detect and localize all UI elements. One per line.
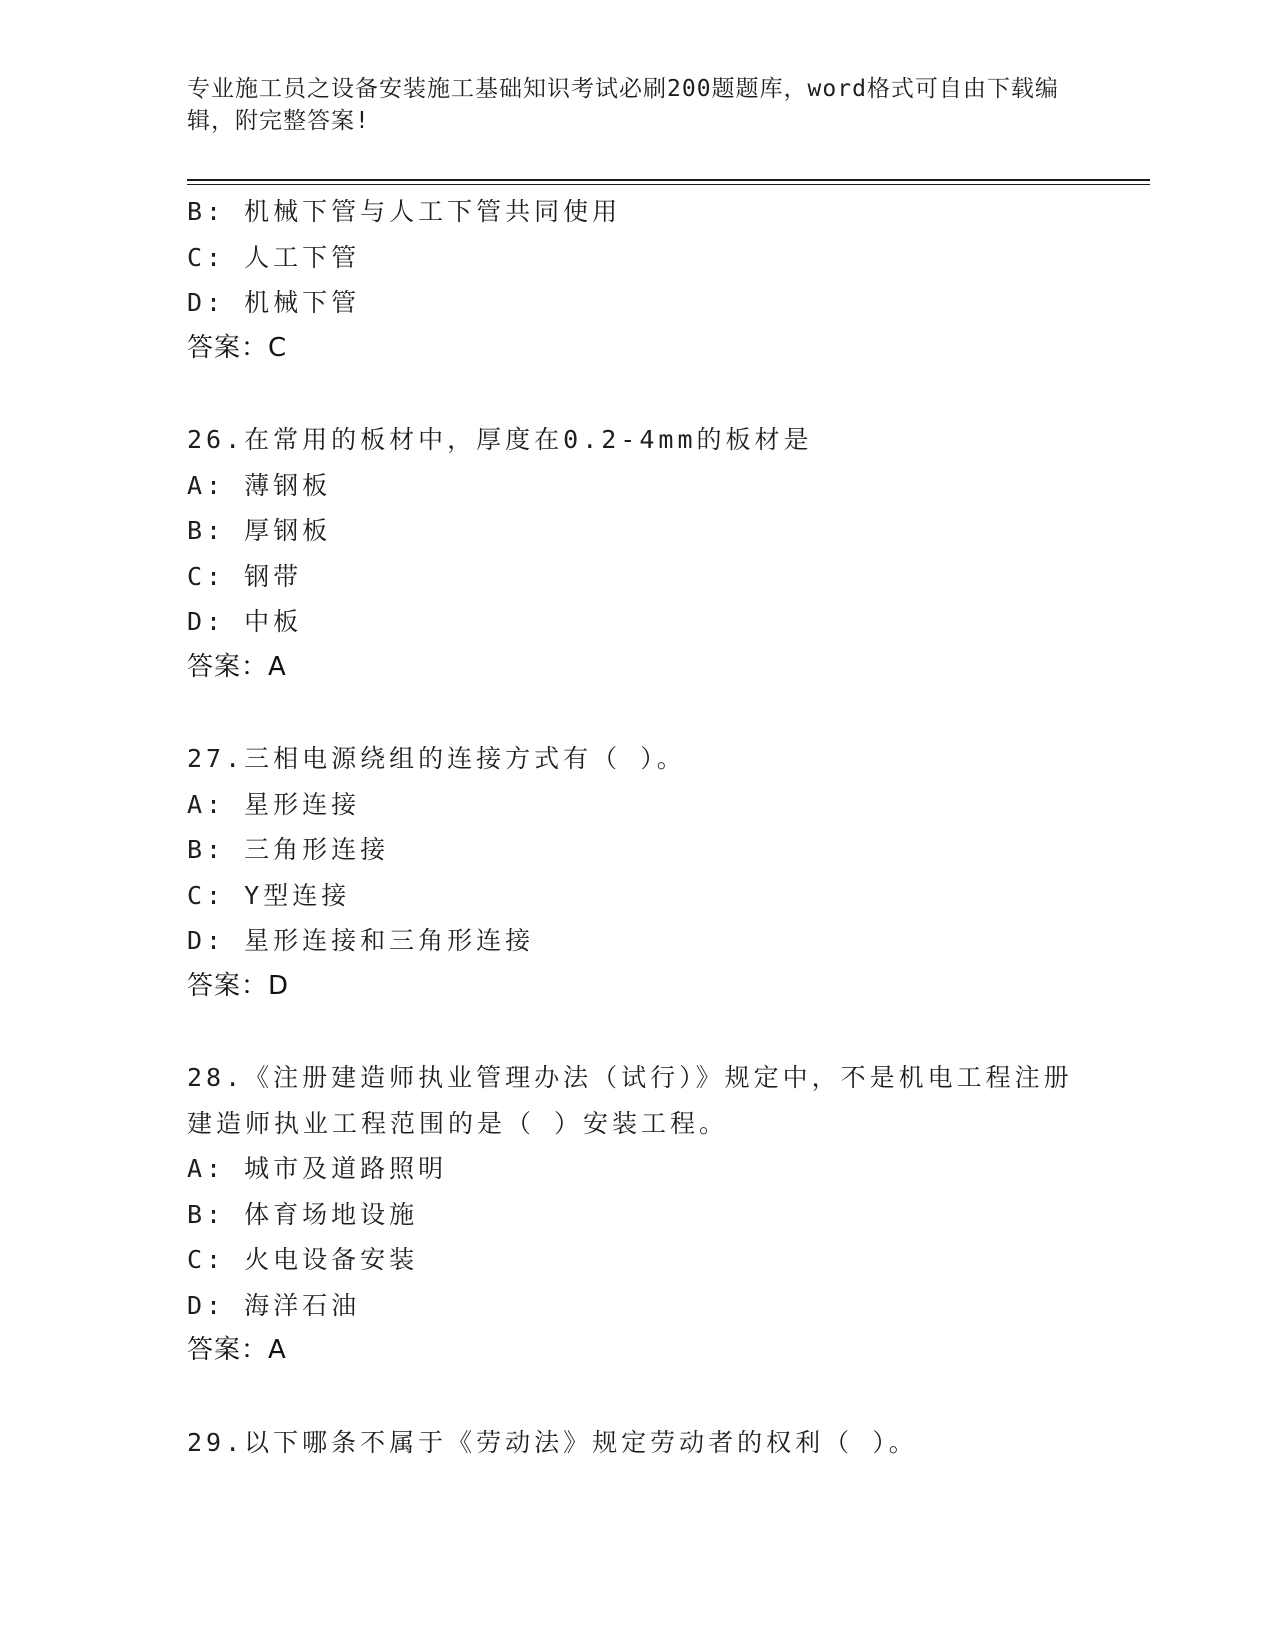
option-d: D: 海洋石油 bbox=[187, 1290, 361, 1320]
question-block-25 bbox=[187, 189, 1087, 371]
spacer bbox=[187, 1374, 1087, 1420]
spacer bbox=[187, 690, 1087, 736]
option-a: A: 星形连接 bbox=[187, 789, 361, 819]
option-b: B: 体育场地设施 bbox=[187, 1199, 419, 1229]
option-d: D: 星形连接和三角形连接 bbox=[187, 926, 535, 955]
answer-line: 答案：A bbox=[187, 651, 287, 682]
spacer bbox=[187, 371, 1087, 417]
header-divider-thin bbox=[187, 184, 1150, 185]
question-block-28 bbox=[187, 1055, 1087, 1374]
option-c: C: 火电设备安装 bbox=[187, 1245, 419, 1274]
answer-line: 答案：C bbox=[187, 332, 288, 363]
spacer bbox=[187, 1009, 1087, 1055]
answer-line: 答案：A bbox=[187, 1335, 287, 1365]
option-b: B: 三角形连接 bbox=[187, 835, 390, 864]
option-c: C: 人工下管 bbox=[187, 242, 361, 272]
document-header bbox=[187, 73, 1067, 137]
option-d: D: 机械下管 bbox=[187, 288, 361, 317]
option-d: D: 中板 bbox=[187, 607, 303, 636]
question-block-26 bbox=[187, 417, 1087, 690]
option-c: C: 钢带 bbox=[187, 561, 303, 591]
question-stem-line-2: 建造师执业工程范围的是（ ）安装工程。 bbox=[187, 1108, 729, 1138]
header-divider bbox=[187, 179, 1150, 181]
header-title: 专业施工员之设备安装施工基础知识考试必刷200题题库，word格式可自由下载编辑，附完整答案! bbox=[187, 76, 1059, 134]
question-stem: 27.三相电源绕组的连接方式有（ ）。 bbox=[187, 744, 686, 773]
question-block-27 bbox=[187, 736, 1087, 1009]
option-a: A: 薄钢板 bbox=[187, 470, 332, 500]
question-stem-line-1: 28.《注册建造师执业管理办法（试行）》规定中，不是机电工程注册 bbox=[187, 1063, 1073, 1092]
option-b: B: 厚钢板 bbox=[187, 516, 332, 545]
option-a: A: 城市及道路照明 bbox=[187, 1154, 448, 1183]
question-stem: 26.在常用的板材中，厚度在0.2-4mm的板材是 bbox=[187, 425, 813, 454]
option-b: B: 机械下管与人工下管共同使用 bbox=[187, 197, 622, 226]
question-stem: 29.以下哪条不属于《劳动法》规定劳动者的权利（ ）。 bbox=[187, 1427, 918, 1457]
option-c: C: Y型连接 bbox=[187, 880, 351, 910]
answer-line: 答案：D bbox=[187, 970, 290, 1001]
question-block-29 bbox=[187, 1420, 1087, 1466]
question-list bbox=[187, 189, 1087, 1465]
